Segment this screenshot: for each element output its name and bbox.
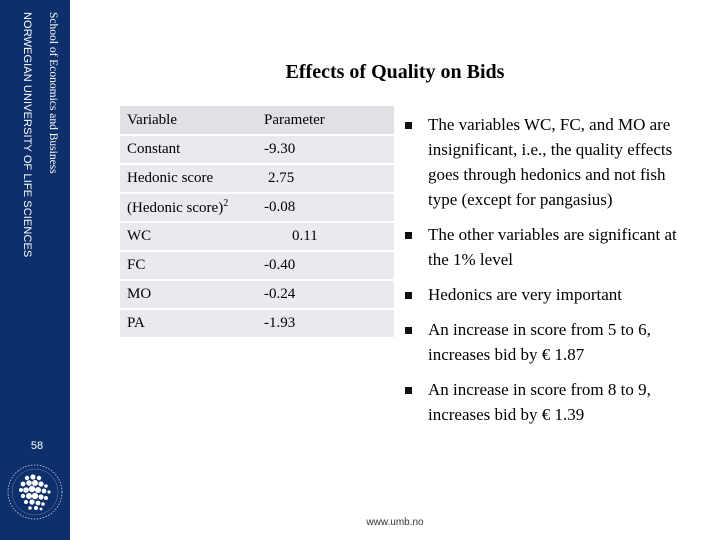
parameter-cell: -9.30 bbox=[255, 136, 394, 163]
bullet-icon bbox=[405, 327, 412, 334]
parameter-cell: 0.11 bbox=[255, 223, 394, 250]
bullet-text: The variables WC, FC, and MO are insignificant, i.e., the quality effects goes through hedonics and not fish type (except for pangasius) bbox=[428, 115, 673, 209]
bullet-list bbox=[400, 112, 685, 427]
variable-cell: Constant bbox=[120, 136, 255, 163]
variable-text: (Hedonic score) bbox=[127, 200, 224, 216]
parameter-table bbox=[120, 104, 394, 339]
parameter-cell: -0.40 bbox=[255, 252, 394, 279]
bullet-text: An increase in score from 5 to 6, increases bid by € 1.87 bbox=[428, 320, 651, 364]
bullet-icon bbox=[405, 232, 412, 239]
school-name: School of Economics and Business bbox=[47, 12, 59, 174]
variable-cell: WC bbox=[120, 223, 255, 250]
parameter-cell: 2.75 bbox=[255, 165, 394, 192]
bullet-text: An increase in score from 8 to 9, increases bid by € 1.39 bbox=[428, 380, 651, 424]
list-item bbox=[400, 282, 685, 307]
variable-cell bbox=[120, 194, 255, 221]
list-item bbox=[400, 317, 685, 367]
table-row bbox=[120, 194, 394, 221]
bullet-icon bbox=[405, 122, 412, 129]
table-row bbox=[120, 252, 394, 279]
page-number: 58 bbox=[30, 440, 44, 452]
column-header-variable: Variable bbox=[120, 106, 255, 134]
bullet-text: Hedonics are very important bbox=[428, 285, 623, 304]
bullet-icon bbox=[405, 387, 412, 394]
table-row bbox=[120, 223, 394, 250]
variable-cell: Hedonic score bbox=[120, 165, 255, 192]
footer-url[interactable]: www.umb.no bbox=[366, 517, 424, 528]
list-item bbox=[400, 112, 685, 212]
table-row bbox=[120, 310, 394, 337]
variable-cell: MO bbox=[120, 281, 255, 308]
bullet-text: The other variables are significant at the 1% level bbox=[428, 225, 677, 269]
sidebar bbox=[0, 0, 70, 540]
table-row bbox=[120, 136, 394, 163]
variable-cell: PA bbox=[120, 310, 255, 337]
parameter-cell: -1.93 bbox=[255, 310, 394, 337]
university-logo-icon bbox=[5, 462, 65, 522]
list-item bbox=[400, 377, 685, 427]
column-header-parameter: Parameter bbox=[255, 106, 394, 134]
bullet-icon bbox=[405, 292, 412, 299]
parameter-cell: -0.08 bbox=[255, 194, 394, 221]
table-row bbox=[120, 281, 394, 308]
superscript: 2 bbox=[223, 198, 229, 209]
university-name: NORWEGIAN UNIVERSITY OF LIFE SCIENCES bbox=[21, 12, 33, 258]
parameter-cell: -0.24 bbox=[255, 281, 394, 308]
list-item bbox=[400, 222, 685, 272]
variable-cell: FC bbox=[120, 252, 255, 279]
slide-title: Effects of Quality on Bids bbox=[285, 61, 505, 83]
table-row bbox=[120, 165, 394, 192]
table-header-row bbox=[120, 106, 394, 134]
